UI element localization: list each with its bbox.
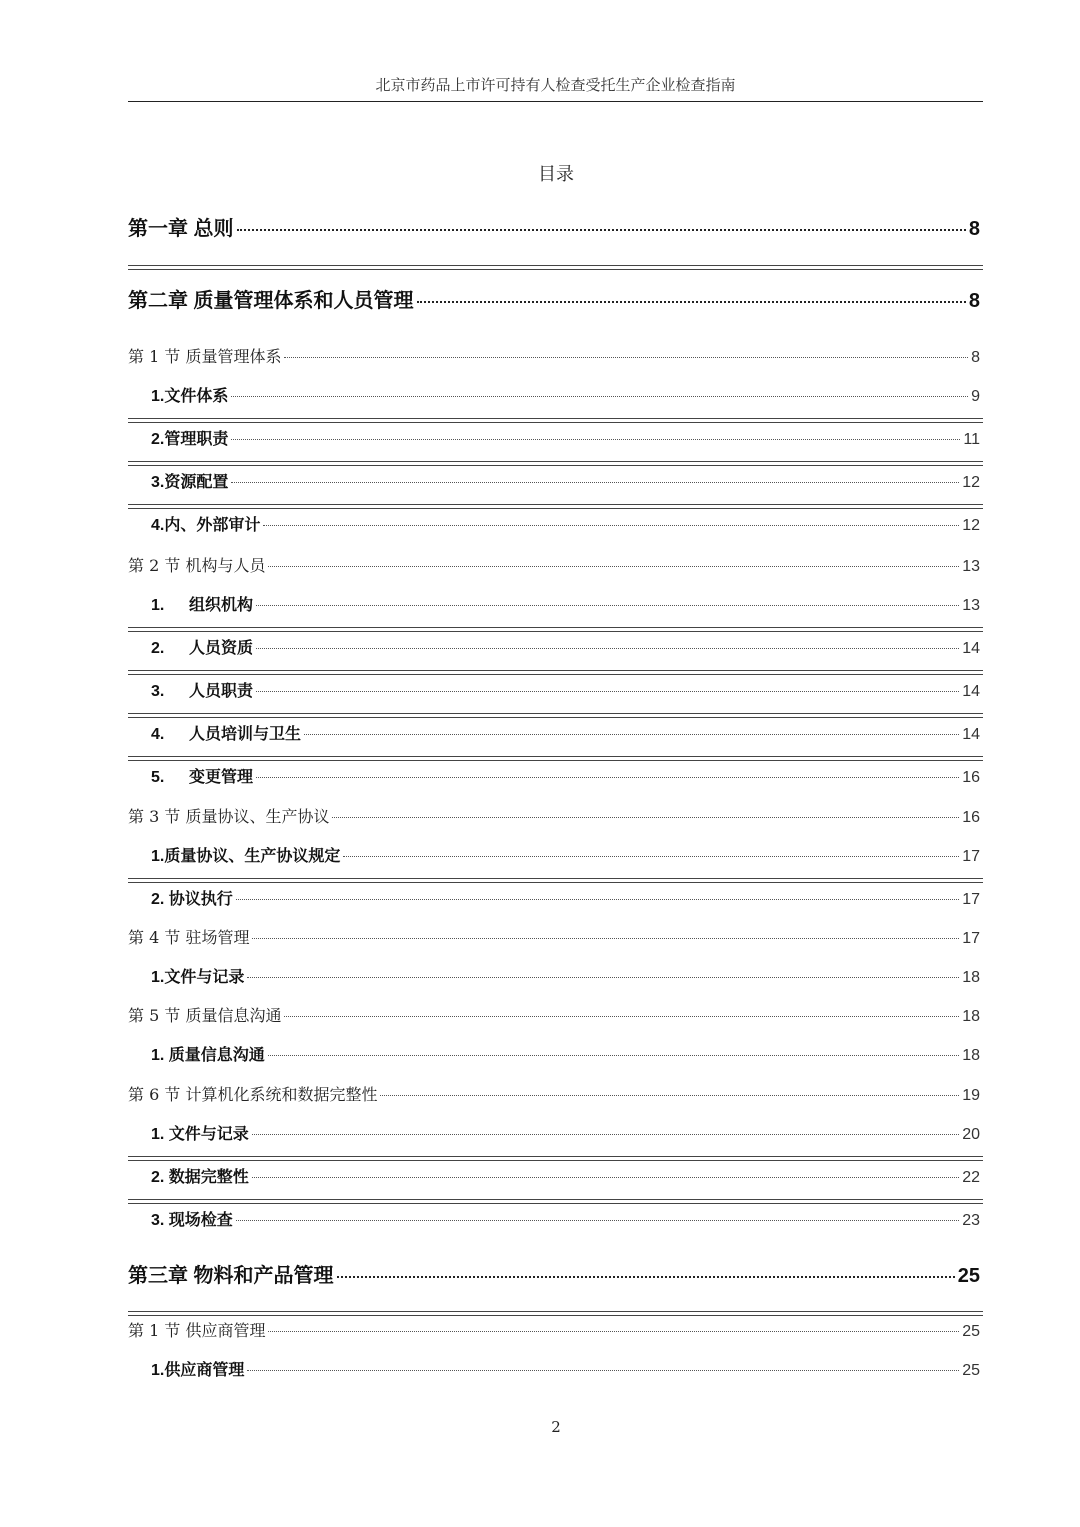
toc-page-number: 18 xyxy=(962,1008,980,1025)
toc-item[interactable] xyxy=(128,383,983,406)
dot-leader xyxy=(268,1055,959,1056)
toc-section[interactable] xyxy=(128,1318,983,1341)
toc-page-number: 14 xyxy=(962,683,980,700)
toc-page-number: 16 xyxy=(962,769,980,786)
toc-entry-title: 1. 质量信息沟通 xyxy=(151,1047,265,1064)
dot-leader xyxy=(332,817,959,818)
toc-section[interactable] xyxy=(128,1003,983,1026)
toc-item[interactable] xyxy=(128,469,983,492)
toc-item[interactable] xyxy=(128,1207,983,1230)
toc-item-number: 1. xyxy=(151,597,165,614)
dot-leader xyxy=(252,1134,959,1135)
toc-chapter[interactable] xyxy=(128,1259,983,1288)
toc-title: 目录 xyxy=(538,164,574,185)
toc-entry-title: 3. 现场检查 xyxy=(151,1212,233,1229)
toc-item-number: 2. xyxy=(151,640,165,657)
toc-item[interactable] xyxy=(128,678,983,701)
toc-page-number: 13 xyxy=(962,597,980,614)
toc-entry-title: 2.管理职责 xyxy=(151,431,229,448)
double-rule xyxy=(128,418,983,423)
double-rule xyxy=(128,504,983,509)
dot-leader xyxy=(252,1177,959,1178)
toc-entry-title: 第 4 节 驻场管理 xyxy=(128,928,250,947)
toc-entry-title: 第三章 物料和产品管理 xyxy=(128,1265,334,1287)
dot-leader xyxy=(236,899,959,900)
dot-leader xyxy=(304,734,959,735)
dot-leader xyxy=(231,439,960,440)
toc-entry-title: 第 5 节 质量信息沟通 xyxy=(128,1006,282,1025)
toc-item[interactable] xyxy=(128,512,983,535)
toc-page-number: 22 xyxy=(962,1169,980,1186)
dot-leader xyxy=(268,1331,959,1332)
toc-page-number: 14 xyxy=(962,726,980,743)
toc-page-number: 25 xyxy=(957,1265,980,1287)
toc-item[interactable] xyxy=(128,635,983,658)
toc-page-number: 18 xyxy=(962,969,980,986)
toc-chapter[interactable] xyxy=(128,284,983,313)
toc-page-number: 12 xyxy=(962,474,980,491)
dot-leader xyxy=(247,977,959,978)
dot-leader xyxy=(380,1095,959,1096)
toc-entry-title: 第 1 节 质量管理体系 xyxy=(128,347,282,366)
toc-page-number: 25 xyxy=(962,1323,980,1340)
dot-leader xyxy=(256,605,959,606)
toc-page-number: 8 xyxy=(971,349,980,366)
toc-page-number: 25 xyxy=(962,1362,980,1379)
toc-item-number: 3. xyxy=(151,683,165,700)
page-number-footer: 2 xyxy=(551,1418,561,1436)
toc-page-number: 13 xyxy=(962,558,980,575)
toc-page-number: 11 xyxy=(963,431,980,448)
toc-item[interactable] xyxy=(128,1164,983,1187)
toc-item[interactable] xyxy=(128,1042,983,1065)
double-rule xyxy=(128,1156,983,1161)
toc-entry-title: 3.资源配置 xyxy=(151,474,229,491)
toc-entry-title: 2. 协议执行 xyxy=(151,891,233,908)
dot-leader xyxy=(263,525,959,526)
dot-leader xyxy=(231,482,959,483)
toc-entry-title: 2. 数据完整性 xyxy=(151,1169,249,1186)
double-rule xyxy=(128,461,983,466)
dot-leader xyxy=(268,566,959,567)
toc-entry-title: 第 2 节 机构与人员 xyxy=(128,556,266,575)
double-rule xyxy=(128,670,983,675)
toc-item[interactable] xyxy=(128,721,983,744)
toc-item[interactable] xyxy=(128,964,983,987)
toc-entry-title: 组织机构 xyxy=(189,597,254,614)
toc-entry-title: 1.文件体系 xyxy=(151,388,229,405)
dot-leader xyxy=(417,301,966,303)
toc-section[interactable] xyxy=(128,553,983,576)
double-rule xyxy=(128,1311,983,1316)
dot-leader xyxy=(284,1016,959,1017)
toc-page-number: 17 xyxy=(962,848,980,865)
toc-page-number: 17 xyxy=(962,930,980,947)
toc-entry-title: 1.质量协议、生产协议规定 xyxy=(151,848,341,865)
dot-leader xyxy=(247,1370,959,1371)
toc-page-number: 8 xyxy=(968,218,980,240)
toc-entry-title: 第 6 节 计算机化系统和数据完整性 xyxy=(128,1085,378,1104)
toc-item[interactable] xyxy=(128,1121,983,1144)
toc-entry-title: 人员培训与卫生 xyxy=(189,726,302,743)
toc-page-number: 17 xyxy=(962,891,980,908)
dot-leader xyxy=(231,396,968,397)
toc-entry-title: 第 1 节 供应商管理 xyxy=(128,1321,266,1340)
toc-item[interactable] xyxy=(128,764,983,787)
toc-entry-title: 1. 文件与记录 xyxy=(151,1126,249,1143)
dot-leader xyxy=(337,1276,955,1278)
toc-item[interactable] xyxy=(128,592,983,615)
double-rule xyxy=(128,627,983,632)
toc-item[interactable] xyxy=(128,426,983,449)
dot-leader xyxy=(256,691,959,692)
toc-section[interactable] xyxy=(128,925,983,948)
double-rule xyxy=(128,756,983,761)
dot-leader xyxy=(237,229,966,231)
double-rule xyxy=(128,713,983,718)
toc-page-number: 19 xyxy=(962,1087,980,1104)
dot-leader xyxy=(343,856,959,857)
toc-page-number: 14 xyxy=(962,640,980,657)
double-rule xyxy=(128,878,983,883)
toc-entry-title: 变更管理 xyxy=(189,769,254,786)
toc-entry-title: 1.文件与记录 xyxy=(151,969,245,986)
toc-item[interactable] xyxy=(128,886,983,909)
toc-section[interactable] xyxy=(128,344,983,367)
toc-item-number: 4. xyxy=(151,726,165,743)
toc-section[interactable] xyxy=(128,1082,983,1105)
toc-entry-title: 1.供应商管理 xyxy=(151,1362,245,1379)
dot-leader xyxy=(256,648,959,649)
toc-page-number: 23 xyxy=(962,1212,980,1229)
toc-item-number: 5. xyxy=(151,769,165,786)
toc-item[interactable] xyxy=(128,843,983,866)
running-header-title: 北京市药品上市许可持有人检查受托生产企业检查指南 xyxy=(375,76,736,94)
dot-leader xyxy=(236,1220,959,1221)
toc-entry-title: 第一章 总则 xyxy=(128,218,234,240)
dot-leader xyxy=(256,777,959,778)
dot-leader xyxy=(284,357,968,358)
toc-page-number: 18 xyxy=(962,1047,980,1064)
toc-page-number: 16 xyxy=(962,809,980,826)
toc-page-number: 20 xyxy=(962,1126,980,1143)
toc-page-number: 8 xyxy=(968,290,980,312)
toc-page-number: 12 xyxy=(962,517,980,534)
toc-item[interactable] xyxy=(128,1357,983,1380)
toc-chapter[interactable] xyxy=(128,212,983,241)
toc-section[interactable] xyxy=(128,804,983,827)
toc-entry-title: 第 3 节 质量协议、生产协议 xyxy=(128,807,330,826)
double-rule xyxy=(128,1199,983,1204)
double-rule xyxy=(128,265,983,270)
toc-entry-title: 第二章 质量管理体系和人员管理 xyxy=(128,290,414,312)
toc-entry-title: 人员资质 xyxy=(189,640,254,657)
dot-leader xyxy=(252,938,959,939)
toc-entry-title: 4.内、外部审计 xyxy=(151,517,261,534)
toc-entry-title: 人员职责 xyxy=(189,683,254,700)
toc-page-number: 9 xyxy=(971,388,980,405)
